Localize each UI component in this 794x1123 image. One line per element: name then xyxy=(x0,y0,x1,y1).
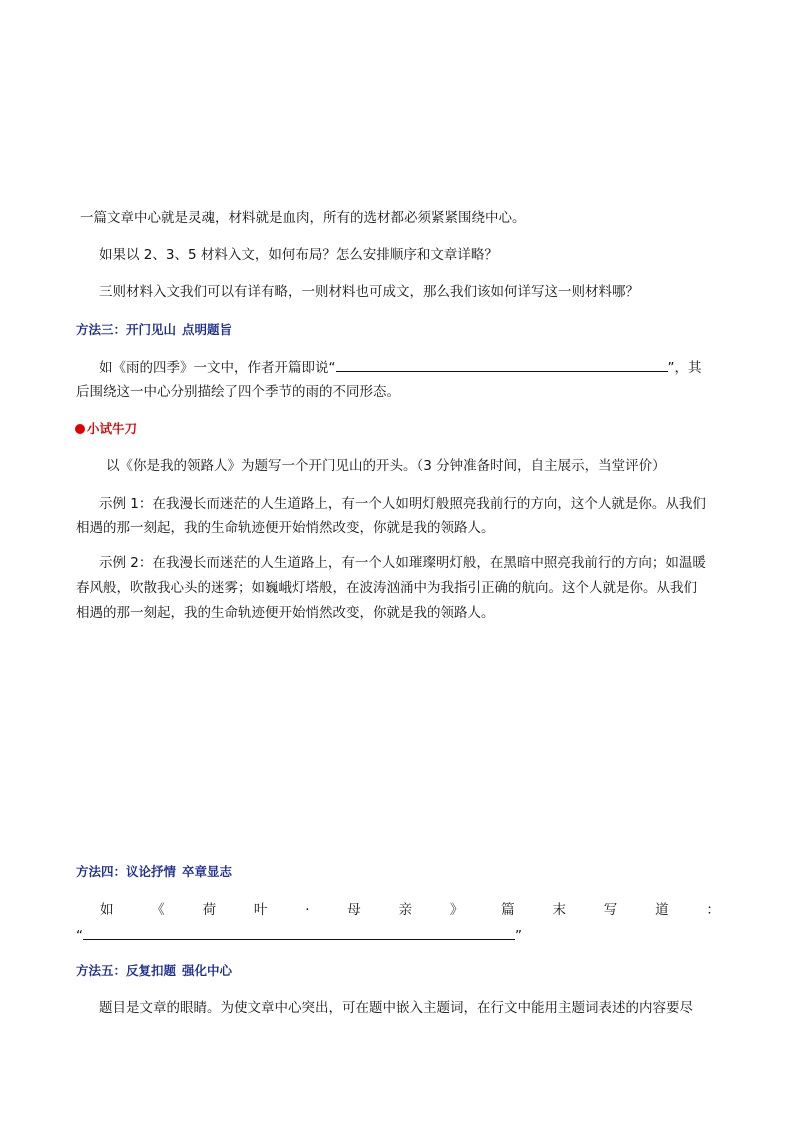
spread-char: 荷 xyxy=(202,902,217,918)
red-bullet-icon xyxy=(75,424,85,434)
paragraph-rain-seasons-line1 xyxy=(99,357,702,378)
heading-method-five-subtitle: 强化中心 xyxy=(182,963,233,978)
fill-in-blank-line xyxy=(83,925,515,940)
heading-method-three xyxy=(76,320,232,340)
example-two-line3: 相遇的那一刻起，我的生命轨迹便开始悄然改变，你就是我的领路人。 xyxy=(76,605,495,621)
example-two-line1: 示例 2：在我漫长而迷茫的人生道路上，有一个人如璀璨明灯般，在黑暗中照亮我前行的方向；如温暖 xyxy=(99,555,706,571)
rain-seasons-suffix: ”，其 xyxy=(667,360,702,376)
paragraph-lotus-mother-line2 xyxy=(76,925,522,946)
paragraph-rain-seasons-line2: 后围绕这一中心分别描绘了四个季节的雨的不同形态。 xyxy=(76,384,400,400)
spread-char: 母 xyxy=(347,902,361,918)
example-one-line1: 示例 1：在我漫长而迷茫的人生道路上，有一个人如明灯般照亮我前行的方向，这个人就是你。从我们 xyxy=(99,496,706,512)
heading-small-trial xyxy=(75,419,137,439)
spread-char: 》 xyxy=(449,902,464,918)
example-two-line2: 春风般，吹散我心头的迷雾；如巍峨灯塔般，在波涛汹涌中为我指引正确的航向。这个人就是你。从我们 xyxy=(76,580,697,596)
heading-method-four xyxy=(76,862,232,882)
spread-char: 写 xyxy=(603,902,618,918)
spread-char: · xyxy=(305,902,310,918)
rain-seasons-prefix: 如《雨的四季》一文中，作者开篇即说“ xyxy=(99,360,336,376)
spread-char: 末 xyxy=(552,902,566,918)
spread-char: 叶 xyxy=(253,902,268,918)
paragraph-title-eyes: 题目是文章的眼睛。为使文章中心突出，可在题中嵌入主题词，在行文中能用主题词表述的内容要尽 xyxy=(99,1000,693,1016)
paragraph-lotus-mother-line1 xyxy=(100,900,720,920)
open-quote: “ xyxy=(76,928,83,944)
paragraph-material-layout: 如果以 2、3、5 材料入文，如何布局？怎么安排顺序和文章详略？ xyxy=(99,247,498,263)
heading-method-four-subtitle: 卒章显志 xyxy=(182,864,233,879)
spread-char: ： xyxy=(706,902,720,918)
spread-char: 《 xyxy=(151,902,165,918)
spread-char: 亲 xyxy=(398,902,413,918)
paragraph-task: 以《你是我的领路人》为题写一个开门见山的开头。（3 分钟准备时间，自主展示，当堂评价） xyxy=(106,458,666,474)
heading-method-three-subtitle: 点明题旨 xyxy=(182,322,233,337)
example-one-line2: 相遇的那一刻起，我的生命轨迹便开始悄然改变，你就是我的领路人。 xyxy=(76,520,495,536)
paragraph-center-soul: 一篇文章中心就是灵魂，材料就是血肉，所有的选材都必须紧紧围绕中心。 xyxy=(80,210,526,226)
spread-char: 如 xyxy=(100,902,114,918)
heading-method-three-title: 方法三：开门见山 xyxy=(76,322,177,337)
spread-char: 道 xyxy=(655,902,669,918)
small-trial-label: 小试牛刀 xyxy=(87,421,138,436)
heading-method-five-title: 方法五：反复扣题 xyxy=(76,963,177,978)
paragraph-detail-question: 三则材料入文我们可以有详有略，一则材料也可成文，那么我们该如何详写这一则材料哪？ xyxy=(99,284,639,300)
heading-method-five xyxy=(76,961,232,981)
spread-char: 篇 xyxy=(501,902,515,918)
fill-in-blank-line xyxy=(336,357,668,372)
close-quote: ” xyxy=(515,928,522,944)
heading-method-four-title: 方法四：议论抒情 xyxy=(76,864,177,879)
